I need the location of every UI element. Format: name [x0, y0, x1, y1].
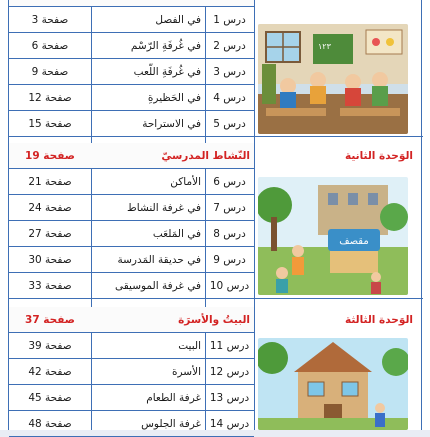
- lesson-number: درس 6: [213, 176, 246, 188]
- schoolyard-illustration: [258, 177, 408, 295]
- lesson-page: صفحة 6: [31, 40, 69, 52]
- unit-header-row: [9, 307, 254, 333]
- lesson-page: صفحة 24: [28, 202, 72, 214]
- lesson-page: صفحة 45: [28, 392, 72, 404]
- lesson-page: صفحة 42: [28, 366, 72, 378]
- unit-theme-title: النّشاط المدرسيّ: [161, 150, 250, 162]
- house-illustration: [258, 338, 408, 430]
- lesson-number: درس 1: [213, 14, 246, 26]
- lesson-title: في غرفة الموسيقى: [114, 280, 201, 292]
- lesson-title: في غُرفَةِ الرّسْم: [130, 40, 201, 52]
- table-row: [9, 359, 254, 385]
- lesson-page: صفحة 30: [28, 254, 72, 266]
- lesson-number: درس 14: [209, 418, 250, 430]
- lesson-number: درس 3: [213, 66, 246, 78]
- table-row: [9, 221, 254, 247]
- table-row: [9, 33, 254, 59]
- lesson-page: صفحة 33: [28, 280, 72, 292]
- lesson-number: درس 11: [209, 340, 250, 352]
- table-row: [9, 59, 254, 85]
- unit-header-row: [9, 0, 254, 7]
- lesson-page: صفحة 9: [31, 66, 69, 78]
- lesson-title: في حديقة المَدرسة: [117, 254, 201, 266]
- unit-start-page: صفحة 19: [25, 150, 75, 162]
- classroom-illustration: [258, 24, 408, 134]
- lesson-number: درس 8: [213, 228, 246, 240]
- lesson-title: في المَلعَب: [152, 228, 201, 240]
- lesson-number: درس 7: [213, 202, 246, 214]
- table-row: [9, 195, 254, 221]
- unit-theme-title: البيتُ والأسرَة: [178, 314, 250, 326]
- table-row: [9, 169, 254, 195]
- table-row: [9, 111, 254, 137]
- lesson-page: صفحة 3: [31, 14, 69, 26]
- lesson-number: درس 4: [213, 92, 246, 104]
- lesson-number: درس 13: [209, 392, 250, 404]
- lesson-title: في الفصل: [155, 14, 201, 26]
- table-row: [9, 411, 254, 437]
- table-row: [9, 85, 254, 111]
- lesson-title: في الحَظيرةِ: [147, 92, 201, 104]
- lesson-page: صفحة 15: [28, 118, 72, 130]
- lesson-number: درس 9: [213, 254, 246, 266]
- lesson-number: درس 2: [213, 40, 246, 52]
- lesson-page: صفحة 27: [28, 228, 72, 240]
- lesson-title: غرفة الطعام: [146, 392, 201, 404]
- lesson-title: البيت: [178, 340, 201, 352]
- lesson-title: في غرفة النشاط: [127, 202, 201, 214]
- table-row: [9, 247, 254, 273]
- table-row: [9, 333, 254, 359]
- table-row: [9, 273, 254, 299]
- toc-table: [8, 0, 422, 430]
- lesson-page: صفحة 48: [28, 418, 72, 430]
- unit-start-page: صفحة 37: [25, 314, 75, 326]
- unit-header-row: [9, 143, 254, 169]
- lesson-page: صفحة 21: [28, 176, 72, 188]
- lesson-number: درس 12: [209, 366, 250, 378]
- lesson-title: في الاستراحة: [142, 118, 201, 130]
- lesson-page: صفحة 12: [28, 92, 72, 104]
- lesson-title: الأسرة: [172, 366, 201, 378]
- unit-title: الوَحدة الثالثة: [345, 314, 413, 326]
- lesson-number: درس 5: [213, 118, 246, 130]
- unit-title: [254, 0, 423, 7]
- lesson-number: درس 10: [209, 280, 250, 292]
- unit-title: الوَحدة الثانية: [345, 150, 413, 162]
- table-row: [9, 7, 254, 33]
- lesson-title: الأماكن: [170, 176, 201, 188]
- lesson-title: غرفة الجلوس: [141, 418, 201, 430]
- svg-text:١٢٣: ١٢٣: [318, 42, 331, 51]
- table-row: [9, 385, 254, 411]
- lesson-title: في غُرفَةِ اللّعب: [133, 66, 201, 78]
- column-divider: [254, 0, 255, 430]
- lesson-page: صفحة 39: [28, 340, 72, 352]
- canteen-sign: مقصف: [339, 236, 369, 247]
